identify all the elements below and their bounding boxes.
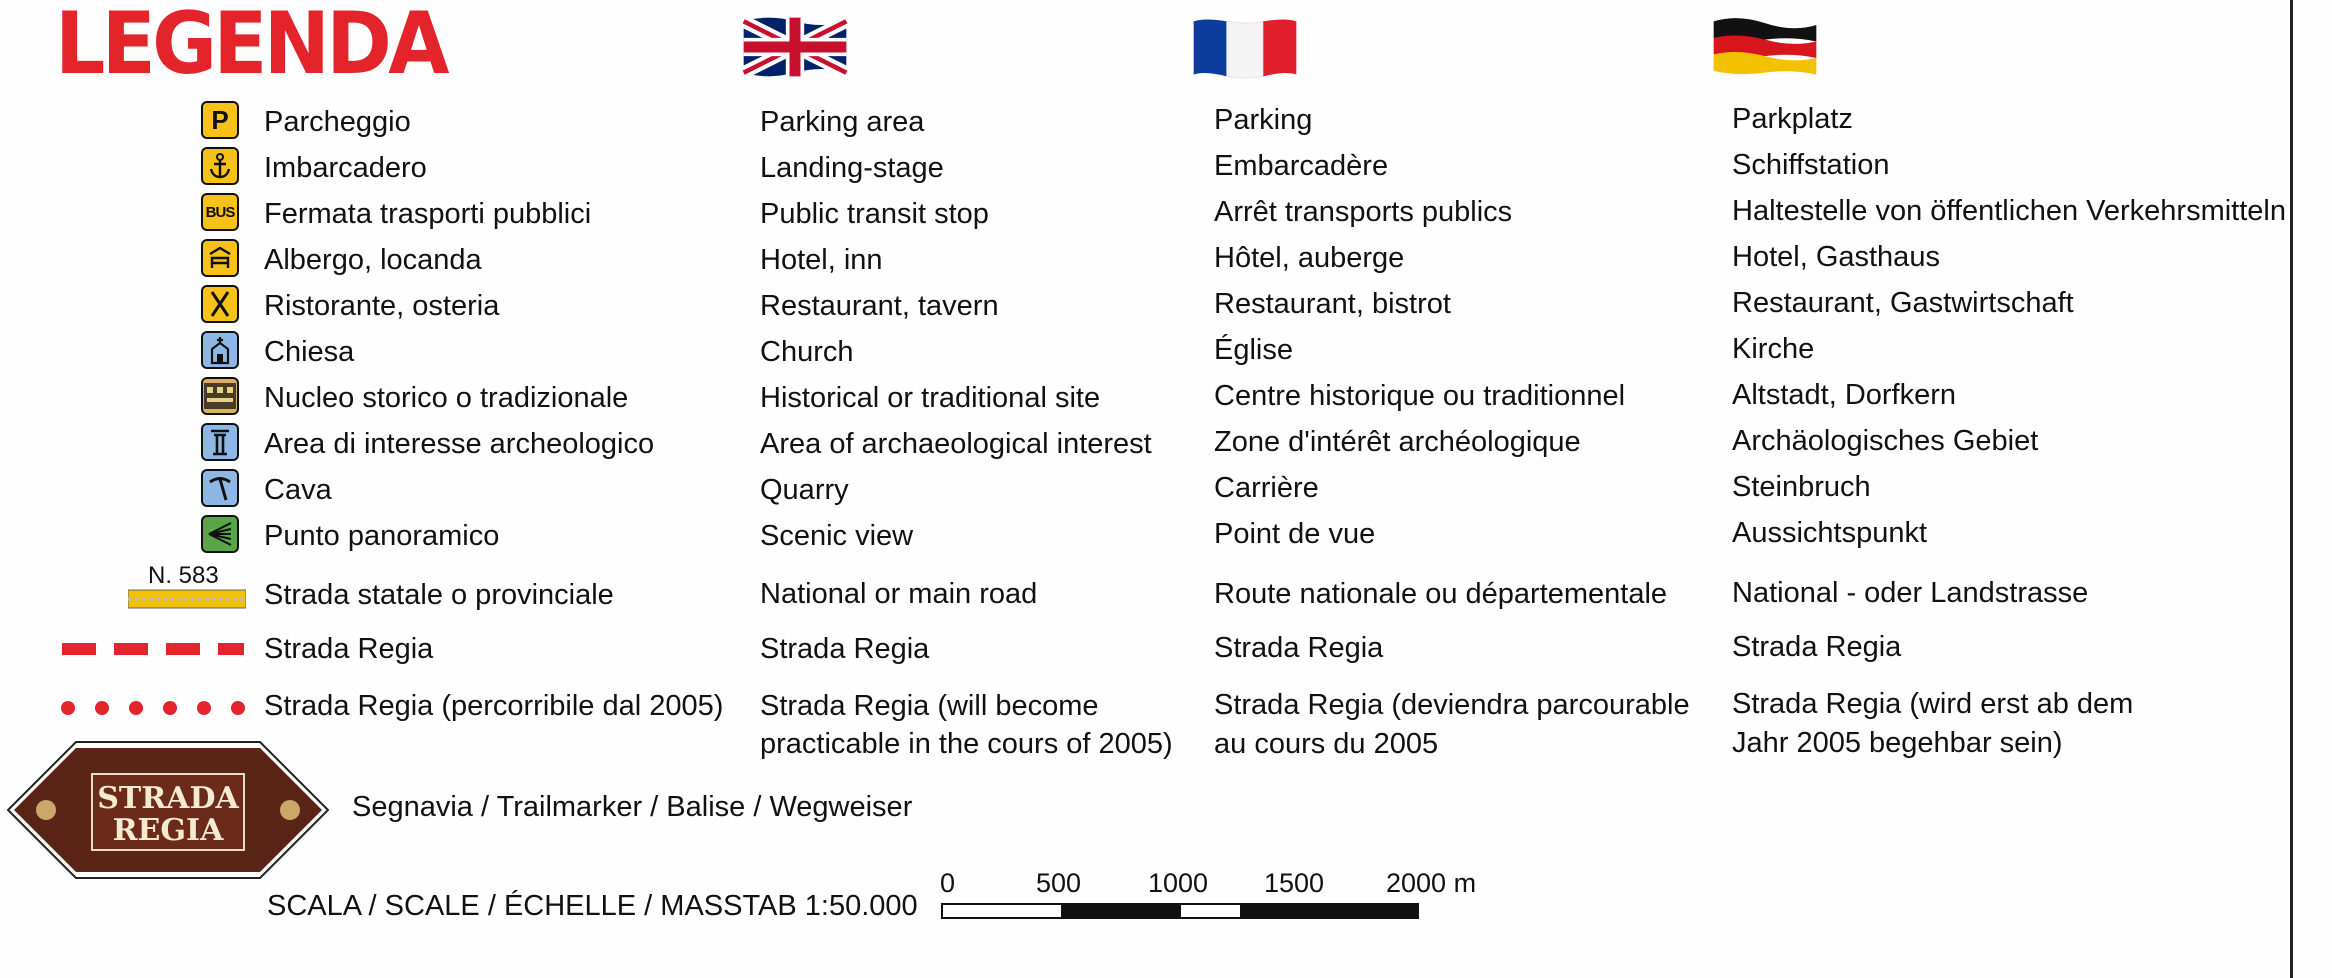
- label-it-regia: Strada Regia: [264, 633, 434, 665]
- bed-icon: [201, 239, 239, 277]
- label-it-church: Chiesa: [264, 336, 355, 368]
- france-flag: [1190, 12, 1300, 82]
- label-fr-landing: Embarcadère: [1214, 150, 1389, 182]
- label-it-landing: Imbarcadero: [264, 152, 427, 184]
- label-fr-parking: Parking: [1214, 104, 1313, 136]
- label-fr-scenic: Point de vue: [1214, 518, 1376, 550]
- label-it-quarry: Cava: [264, 474, 332, 506]
- church-icon: [201, 331, 239, 369]
- strada-regia-trail-sign: [6, 740, 330, 880]
- label-fr-regia-2005-line1: Strada Regia (deviendra parcourable: [1214, 689, 1690, 721]
- label-de-historic: Altstadt, Dorfkern: [1732, 379, 1957, 411]
- scale-caption: SCALA / SCALE / ÉCHELLE / MASSTAB 1:50.000: [267, 890, 918, 922]
- label-it-scenic: Punto panoramico: [264, 520, 500, 552]
- label-de-main-road: National - oder Landstrasse: [1732, 577, 2089, 609]
- label-en-restaurant: Restaurant, tavern: [760, 290, 999, 322]
- label-it-historic: Nucleo storico o tradizionale: [264, 382, 629, 414]
- panorama-icon: [201, 515, 239, 553]
- label-it-transit: Fermata trasporti pubblici: [264, 198, 592, 230]
- label-it-main-road: Strada statale o provinciale: [264, 579, 614, 611]
- label-it-restaurant: Ristorante, osteria: [264, 290, 500, 322]
- label-de-regia-2005-line1: Strada Regia (wird erst ab dem: [1732, 688, 2134, 720]
- germany-flag: [1710, 12, 1820, 82]
- label-fr-historic: Centre historique ou traditionnel: [1214, 380, 1626, 412]
- main-road-symbol: [128, 588, 246, 610]
- label-fr-quarry: Carrière: [1214, 472, 1319, 504]
- scale-tick-500: 500: [1036, 868, 1082, 898]
- label-en-archaeology: Area of archaeological interest: [760, 428, 1152, 460]
- cutlery-icon: [201, 285, 239, 323]
- scale-tick-1500: 1500: [1264, 868, 1325, 898]
- label-en-regia-2005-line2: practicable in the cours of 2005): [760, 728, 1173, 760]
- label-de-hotel: Hotel, Gasthaus: [1732, 241, 1940, 273]
- label-en-church: Church: [760, 336, 854, 368]
- legend-title: LEGENDA: [55, 0, 446, 94]
- page-edge-rule: [2290, 0, 2293, 978]
- road-number-label: N. 583: [148, 562, 219, 589]
- label-de-restaurant: Restaurant, Gastwirtschaft: [1732, 287, 2074, 319]
- label-it-hotel: Albergo, locanda: [264, 244, 482, 276]
- label-de-regia: Strada Regia: [1732, 631, 1902, 663]
- label-en-landing: Landing-stage: [760, 152, 944, 184]
- label-en-transit: Public transit stop: [760, 198, 989, 230]
- label-it-parking: Parcheggio: [264, 106, 411, 138]
- label-de-landing: Schiffstation: [1732, 149, 1890, 181]
- label-de-parking: Parkplatz: [1732, 103, 1853, 135]
- label-it-archaeology: Area di interesse archeologico: [264, 428, 655, 460]
- label-de-quarry: Steinbruch: [1732, 471, 1871, 503]
- column-icon: [201, 423, 239, 461]
- label-en-regia-2005-line1: Strada Regia (will become: [760, 690, 1099, 722]
- label-en-historic: Historical or traditional site: [760, 382, 1101, 414]
- bus-icon: BUS: [201, 193, 239, 231]
- scale-tick-0: 0: [940, 868, 956, 898]
- label-en-parking: Parking area: [760, 106, 925, 138]
- label-de-transit: Haltestelle von öffentlichen Verkehrsmitteln: [1732, 195, 2286, 227]
- parking-icon: P: [201, 101, 239, 139]
- label-de-church: Kirche: [1732, 333, 1815, 365]
- strada-regia-dotted-line: [60, 700, 246, 716]
- uk-flag: [740, 12, 850, 82]
- pickaxe-icon: [201, 469, 239, 507]
- sign-line2: REGIA: [112, 813, 224, 848]
- strada-regia-dashed-line: [62, 642, 244, 656]
- label-fr-archaeology: Zone d'intérêt archéologique: [1214, 426, 1581, 458]
- scale-tick-1000: 1000: [1148, 868, 1209, 898]
- label-fr-restaurant: Restaurant, bistrot: [1214, 288, 1451, 320]
- label-en-quarry: Quarry: [760, 474, 849, 506]
- label-fr-main-road: Route nationale ou départementale: [1214, 578, 1668, 610]
- label-it-regia-2005: Strada Regia (percorribile dal 2005): [264, 690, 724, 722]
- trail-marker-caption: Segnavia / Trailmarker / Balise / Wegweiser: [352, 791, 913, 823]
- label-fr-church: Église: [1214, 334, 1293, 366]
- label-fr-regia-2005-line2: au cours du 2005: [1214, 728, 1439, 760]
- label-de-regia-2005-line2: Jahr 2005 begehbar sein): [1732, 727, 2063, 759]
- label-en-regia: Strada Regia: [760, 633, 930, 665]
- scale-tick-2000: 2000 m: [1386, 868, 1477, 898]
- label-en-main-road: National or main road: [760, 578, 1038, 610]
- anchor-icon: [201, 147, 239, 185]
- label-de-archaeology: Archäologisches Gebiet: [1732, 425, 2039, 457]
- label-de-scenic: Aussichtspunkt: [1732, 517, 1928, 549]
- label-fr-hotel: Hôtel, auberge: [1214, 242, 1405, 274]
- label-en-hotel: Hotel, inn: [760, 244, 883, 276]
- label-en-scenic: Scenic view: [760, 520, 914, 552]
- label-fr-regia: Strada Regia: [1214, 632, 1384, 664]
- sign-line1: STRADA: [97, 781, 239, 816]
- historic-site-icon: [201, 377, 239, 415]
- label-fr-transit: Arrêt transports publics: [1214, 196, 1513, 228]
